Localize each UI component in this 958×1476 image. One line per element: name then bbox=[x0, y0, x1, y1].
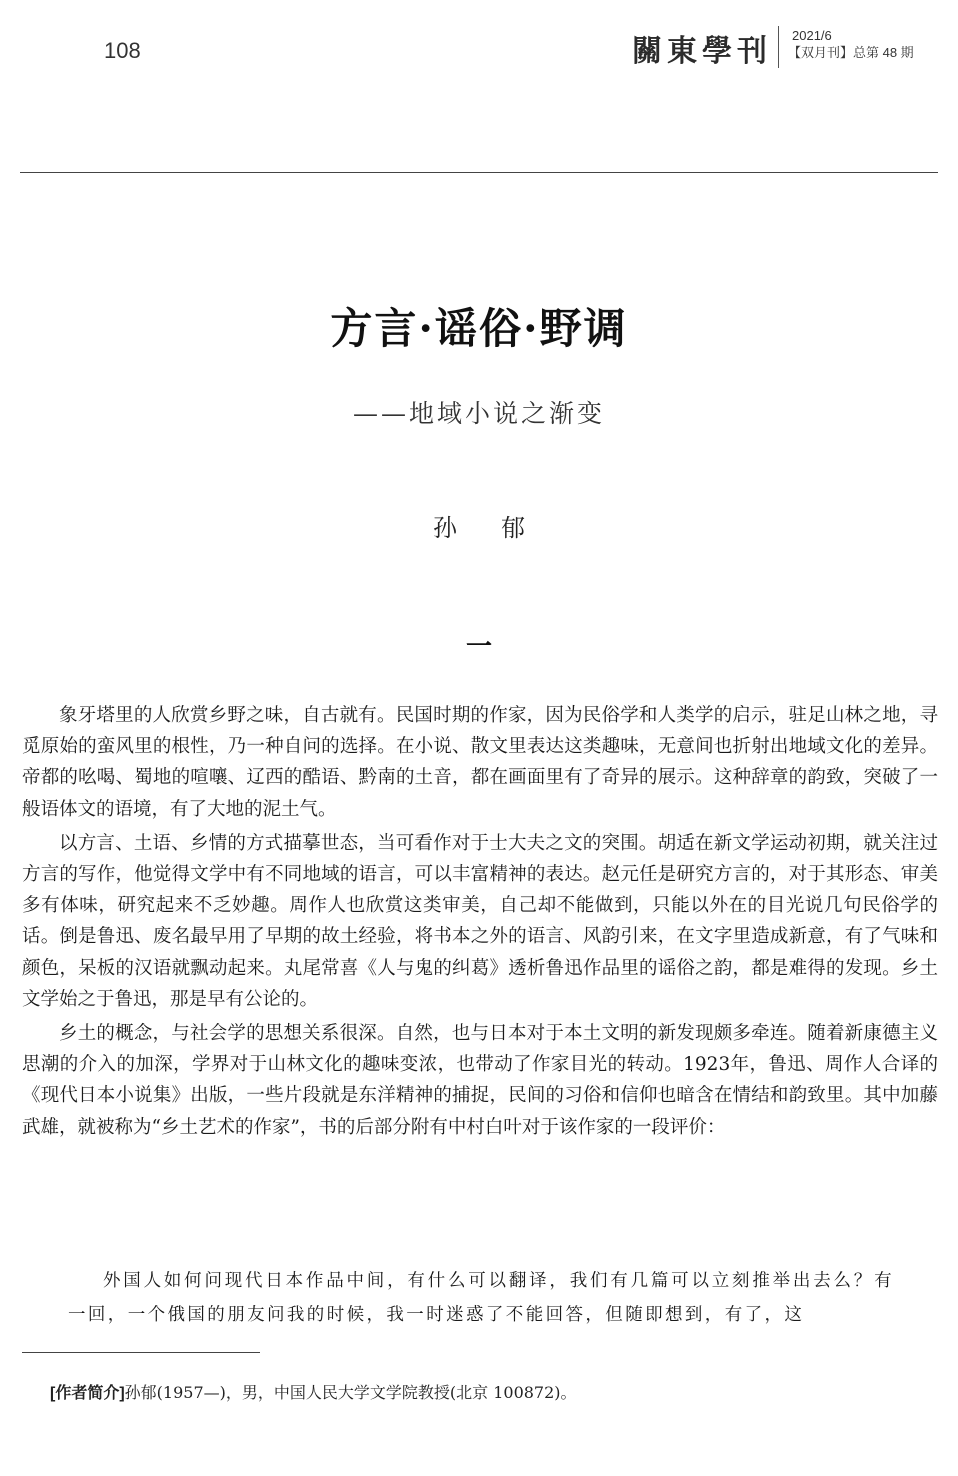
issue-date: 2021/6 bbox=[792, 28, 832, 43]
journal-logo: 關東學刊 bbox=[632, 34, 772, 69]
header-divider bbox=[778, 26, 779, 68]
footnote-label: [作者简介] bbox=[50, 1385, 125, 1402]
author-footnote bbox=[50, 1380, 577, 1403]
paragraph: 乡土的概念，与社会学的思想关系很深。自然，也与日本对于本土文明的新发现颇多牵连。随着新康德主义思潮的介入的加深，学界对于山林文化的趣味变浓，也带动了作家目光的转动。1923年，鲁迅、周作人合译的《现代日本小说集》出版，一些片段就是东洋精神的捕捉，民间的习俗和信仰也暗含在情结和韵致里。其中加藤武雄，就被称为“乡土艺术的作家”，书的后部分附有中村白叶对于该作家的一段评价： bbox=[22, 1023, 938, 1138]
article-body bbox=[22, 700, 938, 1146]
footnote-text: 孙郁(1957—)，男，中国人民大学文学院教授(北京 100872)。 bbox=[124, 1383, 577, 1402]
article-subtitle: ——地域小说之渐变 bbox=[352, 399, 605, 428]
paragraph: 象牙塔里的人欣赏乡野之味，自古就有。民国时期的作家，因为民俗学和人类学的启示，驻足山林之地，寻觅原始的蛮风里的根性，乃一种自问的选择。在小说、散文里表达这类趣味，无意间也折射出地域文化的差异。帝都的吆喝、蜀地的喧嚷、辽西的酷语、黔南的土音，都在画面里有了奇异的展示。这种辞章的韵致，突破了一般语体文的语境，有了大地的泥土气。 bbox=[22, 705, 938, 820]
footnote-rule bbox=[22, 1352, 260, 1353]
article-title: 方言·谣俗·野调 bbox=[330, 304, 628, 353]
block-quote: 外国人如何问现代日本作品中间，有什么可以翻译，我们有几篇可以立刻推举出去么？有一回，一个俄国的朋友问我的时候，我一时迷惑了不能回答，但随即想到，有了，这 bbox=[68, 1271, 894, 1325]
paragraph: 以方言、土语、乡情的方式描摹世态，当可看作对于士大夫之文的突围。胡适在新文学运动初期，就关注过方言的写作，他觉得文学中有不同地域的语言，可以丰富精神的表达。赵元任是研究方言的，对于其形态、审美多有体味，研究起来不乏妙趣。周作人也欣赏这类审美，自己却不能做到，只能以外在的目光说几句民俗学的话。倒是鲁迅、废名最早用了早期的故土经验，将书本之外的语言、风韵引来，在文字里造成新意，有了气味和颜色，呆板的汉语就飘动起来。丸尾常喜《人与鬼的纠葛》透析鲁迅作品里的谣俗之韵，都是难得的发现。乡土文学始之于鲁迅，那是早有公论的。 bbox=[22, 832, 938, 1010]
page-number: 108 bbox=[104, 38, 141, 63]
issue-info: 【双月刊】总第 48 期 bbox=[788, 45, 914, 60]
header-rule bbox=[20, 172, 938, 173]
section-number: 一 bbox=[465, 632, 492, 662]
author-name: 孙郁 bbox=[433, 514, 569, 542]
